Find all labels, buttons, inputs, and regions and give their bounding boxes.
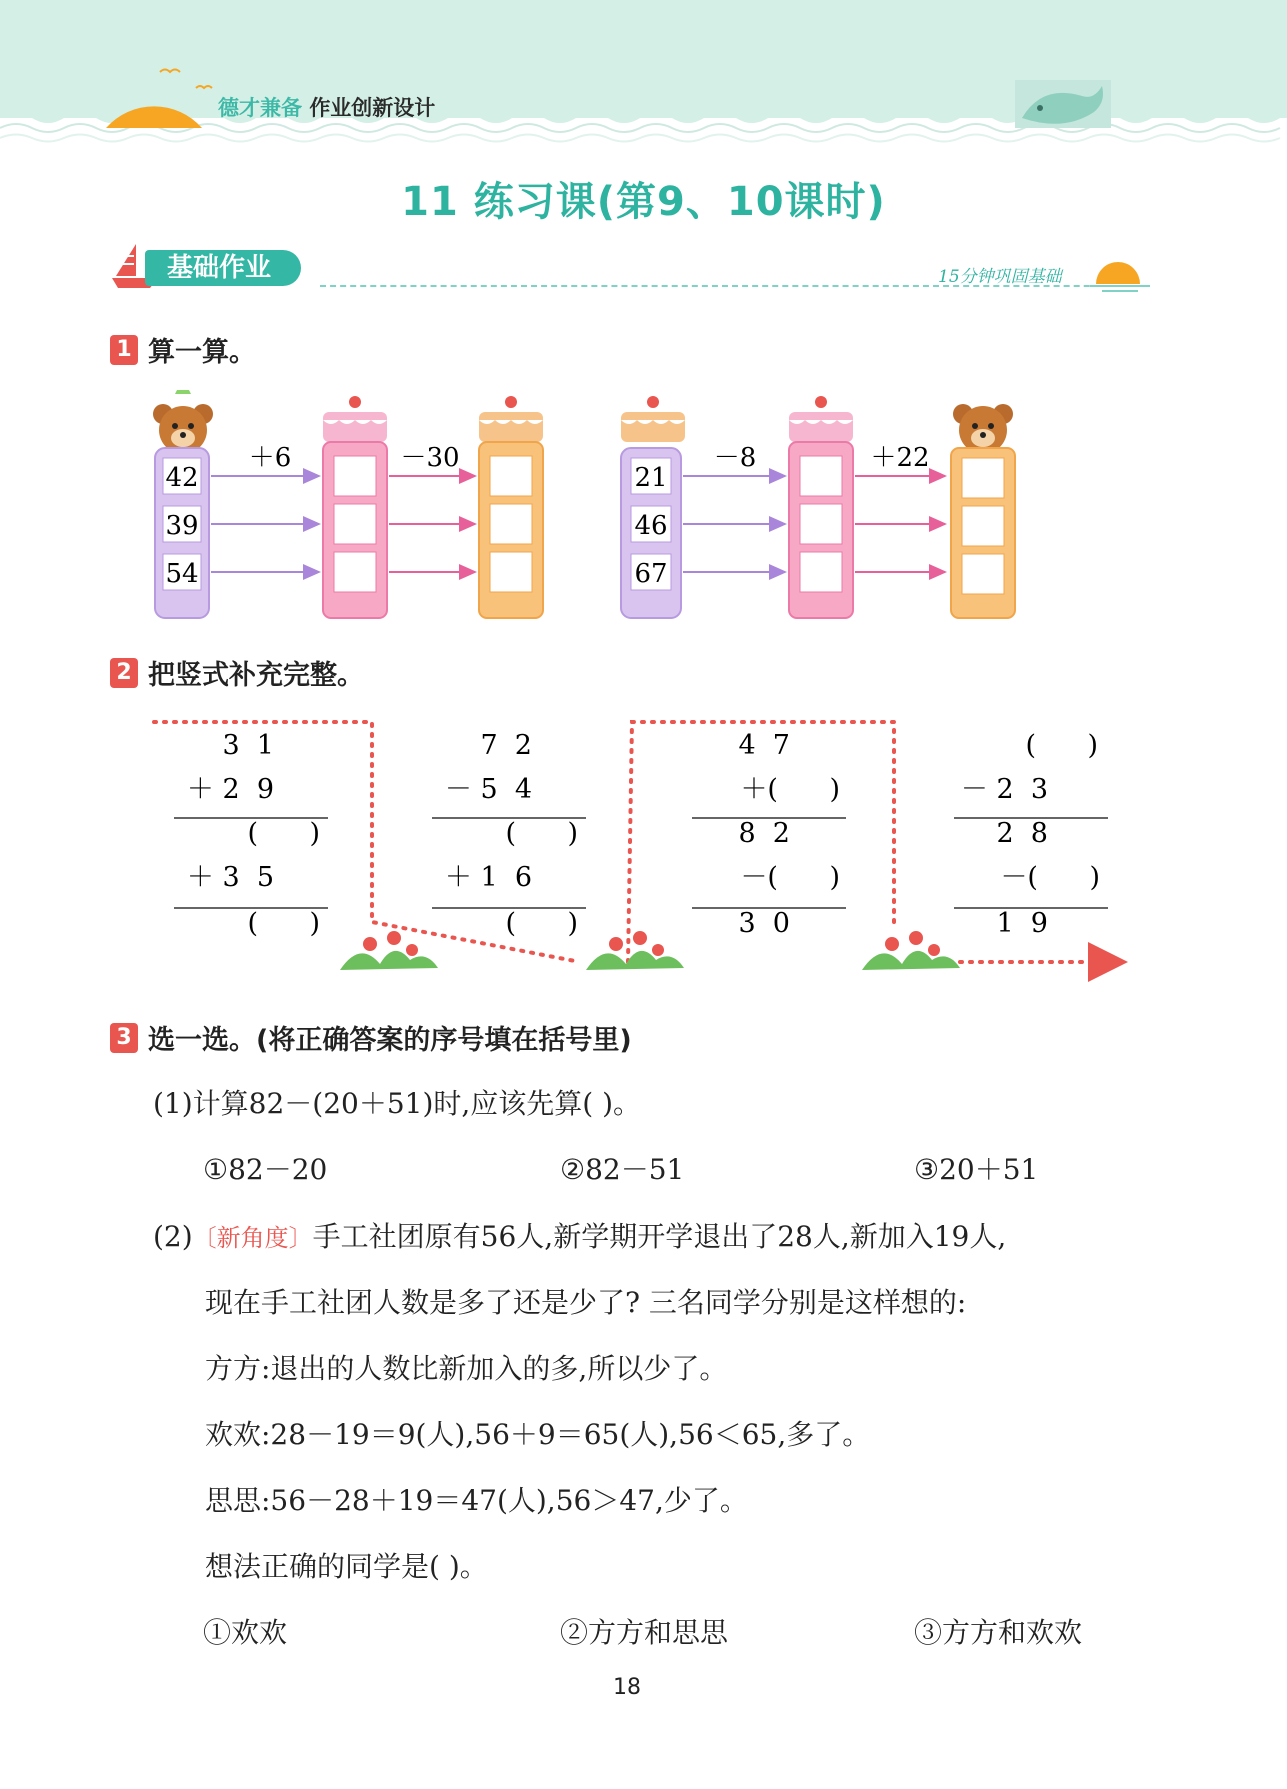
v3-row1: 4 7: [738, 730, 790, 761]
q3-p2-line2: 现在手工社团人数是多了还是少了? 三名同学分别是这样想的:: [205, 1286, 967, 1319]
brand-part2: 作业创新设计: [309, 96, 436, 120]
chain-b-input-1: 21: [634, 463, 668, 493]
v4-row1: ( ): [1025, 730, 1098, 761]
brand-title: [218, 92, 435, 122]
chain-a-op2: －30: [400, 443, 460, 473]
chain-b-input-2: 46: [634, 511, 668, 541]
new-angle-tag: 〔新角度〕: [192, 1224, 313, 1252]
cake-icon: [323, 396, 387, 442]
q1-number-chains: [145, 390, 1035, 620]
chain-a-op1: ＋6: [248, 443, 292, 473]
q3-p2-line5: 思思:56－28＋19＝47(人),56＞47,少了。: [205, 1484, 748, 1517]
chain-b-op1: －8: [713, 443, 757, 473]
q1-heading: [110, 330, 256, 369]
q2-text: 把竖式补充完整。: [148, 660, 364, 691]
lesson-title: 11 练习课(第9、10课时): [401, 179, 886, 225]
cake-icon: [621, 396, 685, 442]
chain-a-input-1: 42: [165, 463, 199, 493]
q3-p2-line3: 方方:退出的人数比新加入的多,所以少了。: [205, 1352, 728, 1385]
chain-b-op2: ＋22: [870, 443, 930, 473]
q1-text: 算一算。: [148, 337, 256, 368]
flower-icon: [586, 931, 684, 970]
cake-icon: [479, 396, 543, 442]
q3-p2-option-2: ②方方和思思: [560, 1616, 729, 1649]
v3-row4: －( ): [740, 862, 840, 893]
v2-row1: 7 2: [480, 730, 532, 761]
v4-row5: 1 9: [996, 908, 1048, 939]
v2-row3: ( ): [505, 818, 578, 849]
small-sun-icon: [1090, 254, 1150, 294]
v1-row2: ＋ 2 9: [186, 774, 274, 805]
page-number: 18: [613, 1675, 641, 1700]
q3-p2-line6: 想法正确的同学是( )。: [205, 1550, 488, 1583]
chain-b-input-3: 67: [634, 559, 668, 589]
q2-heading: [110, 653, 364, 692]
q3-p2-prefix: (2): [153, 1220, 193, 1253]
q3-p2-line1-text: 手工社团原有56人,新学期开学退出了28人,新加入19人,: [312, 1220, 1007, 1253]
v3-row2: ＋( ): [740, 774, 840, 805]
v2-row5: ( ): [505, 908, 578, 939]
cake-icon: [789, 396, 853, 442]
q3-p1-option-3: ③20＋51: [914, 1153, 1039, 1186]
v2-row2: － 5 4: [444, 774, 532, 805]
v4-row4: －( ): [1000, 862, 1100, 893]
q3-p2-option-3: ③方方和欢欢: [914, 1616, 1083, 1649]
q3-p2-line1: [153, 1215, 1006, 1255]
v3-row3: 8 2: [738, 818, 790, 849]
v1-row1: 3 1: [222, 730, 274, 761]
q2-vertical-arithmetic: [150, 712, 1140, 982]
q3-p1-option-1: ①82－20: [203, 1153, 328, 1186]
chain-a-input-3: 54: [165, 559, 199, 589]
v4-row3: 2 8: [996, 818, 1048, 849]
bear-icon: [153, 390, 213, 454]
brand-part1: 德才兼备: [218, 96, 302, 120]
q3-p1-stem: (1)计算82－(20＋51)时,应该先算( )。: [153, 1087, 642, 1120]
q3-heading: [110, 1018, 632, 1057]
flower-icon: [862, 931, 960, 970]
v3-row5: 3 0: [738, 908, 790, 939]
chain-a-input-2: 39: [165, 511, 199, 541]
v1-row5: ( ): [247, 908, 320, 939]
q1-number: 1: [110, 335, 138, 365]
bear-icon: [953, 404, 1013, 454]
v4-row2: － 2 3: [960, 774, 1048, 805]
q3-number: 3: [110, 1023, 138, 1053]
v1-row4: ＋ 3 5: [186, 862, 274, 893]
q3-p1-option-2: ②82－51: [560, 1153, 685, 1186]
v1-row3: ( ): [247, 818, 320, 849]
section-label: 基础作业: [145, 250, 301, 286]
q3-p2-option-1: ①欢欢: [203, 1616, 288, 1649]
v2-row4: ＋ 1 6: [444, 862, 532, 893]
q3-p2-line4: 欢欢:28－19＝9(人),56＋9＝65(人),56＜65,多了。: [205, 1418, 871, 1451]
section-note: 15分钟巩固基础: [938, 267, 1062, 287]
header-wave-band: [0, 0, 1287, 150]
flower-icon: [340, 931, 438, 970]
q3-text: 选一选。(将正确答案的序号填在括号里): [148, 1025, 632, 1056]
q2-number: 2: [110, 658, 138, 688]
